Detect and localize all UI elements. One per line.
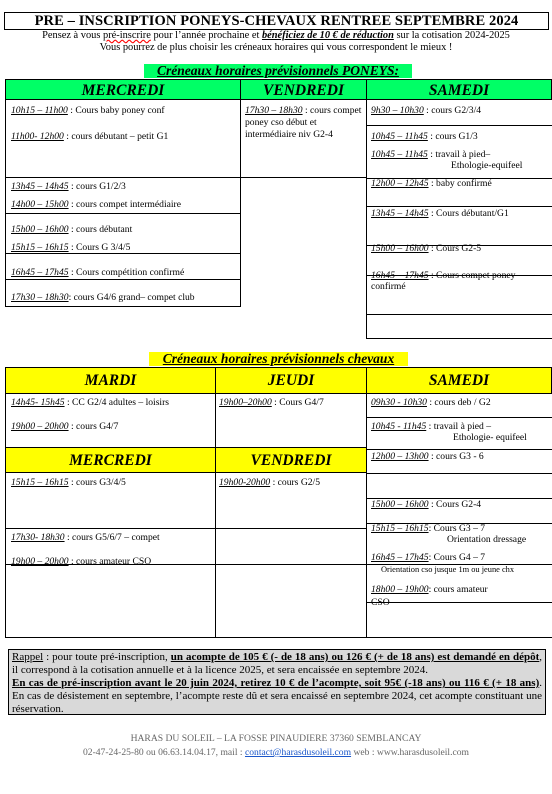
slot-entry: 16h45 – 17h45: Cours G4 – 7 <box>371 552 486 563</box>
page-title: PRE – INSCRIPTION PONEYS-CHEVAUX RENTREE SEPTEMBRE 2024 <box>4 12 549 30</box>
poneys-mercredi-cell <box>5 99 241 178</box>
slot-entry: 10h15 – 11h00 : Cours baby poney conf <box>11 105 165 116</box>
slot-entry: 12h00 – 12h45 : baby confirmé <box>371 178 492 189</box>
chevaux-samedi-cell <box>366 393 552 638</box>
poneys-mercredi-cell <box>5 177 241 307</box>
slot-entry: 15h15 – 16h15 : Cours G 3/4/5 <box>11 242 131 253</box>
footer-phone: 02-47-24-25-80 ou 06.63.14.04.17, mail : <box>82 747 245 758</box>
chevaux-day-jeudi: JEUDI <box>215 367 367 394</box>
rappel-text: : pour toute pré-inscription, <box>43 651 171 663</box>
rappel-label: Rappel <box>12 651 44 663</box>
intro-text: Pensez à vous <box>42 30 103 41</box>
slot-entry: Orientation cso jusque 1m ou jeune chx <box>381 565 515 574</box>
slot-entry: 17h30 – 18h30 : cours compet poney cso début et intermédiaire niv G2-4 <box>245 105 362 140</box>
intro-line-1 <box>0 30 552 42</box>
chevaux-section-title: Créneaux horaires prévisionnels chevaux <box>149 352 408 366</box>
intro-text: sur la cotisation 2024-2025 <box>393 30 510 41</box>
slot-entry: 15h15 – 16h15 : cours G3/4/5 <box>11 477 126 488</box>
chevaux-jeudi-cell <box>215 393 367 448</box>
slot-entry: 19h00–20h00 : Cours G4/7 <box>219 397 324 408</box>
slot-entry: 15h00 – 16h00 : cours débutant <box>11 224 133 235</box>
poneys-day-vendredi: VENDREDI <box>240 79 367 100</box>
rappel-text: , il correspond à la cotisation annuelle et à la licence 2025, et sera encaissée en septembre 2024. <box>12 651 542 676</box>
poneys-section-title: Créneaux horaires prévisionnels PONEYS: <box>144 64 412 78</box>
rappel-emphasis: En cas de pré-inscription avant le 20 juin 2024, retirez 10 € de l’acompte, soit 95€ (-18 ans) ou 116 € (+ 18 ans) <box>12 677 540 689</box>
intro-line-2: Vous pourrez de plus choisir les créneaux horaires qui vous correspondent le mieux ! <box>99 42 453 53</box>
poneys-day-samedi: SAMEDI <box>366 79 552 100</box>
discount-text: bénéficiez de 10 € de réduction <box>261 30 394 41</box>
slot-entry: 16h45 – 17h45 : Cours compétition confirmé <box>11 267 185 278</box>
slot-entry: CSO <box>371 597 390 608</box>
rappel-emphasis: un acompte de 105 € (- de 18 ans) ou 126 € (+ de 18 ans) est demandé en dépôt <box>170 651 540 663</box>
email-link[interactable]: contact@harasdusoleil.com <box>244 747 352 758</box>
chevaux-mardi-cell <box>5 393 216 448</box>
rappel-text: . En cas de désistement en septembre, l’acompte reste dû et sera encaissé en septembre 2024, cet acompte constituant une réservation. <box>12 677 542 715</box>
intro-text: pour l’année prochaine et <box>150 30 262 41</box>
slot-entry: 15h00 – 16h00 : Cours G2-4 <box>371 499 482 510</box>
chevaux-day-mercredi: MERCREDI <box>5 447 216 473</box>
poneys-vendredi-cell <box>240 99 367 299</box>
slot-entry: 12h00 – 13h00 : cours G3 - 6 <box>371 451 484 462</box>
chevaux-day-vendredi: VENDREDI <box>215 447 367 473</box>
poneys-day-mercredi: MERCREDI <box>5 79 241 100</box>
slot-entry: Ethologie- equifeel <box>453 432 527 443</box>
footer-address: HARAS DU SOLEIL – LA FOSSE PINAUDIERE 37360 SEMBLANCAY <box>130 733 422 744</box>
poneys-samedi-cell <box>366 99 552 339</box>
footer-contact <box>0 747 552 759</box>
chevaux-day-samedi: SAMEDI <box>366 367 552 394</box>
slot-entry: 09h30 - 10h30 : cours deb / G2 <box>371 397 491 408</box>
chevaux-vendredi-cell <box>215 472 367 638</box>
slot-entry: 13h45 – 14h45 : cours G1/2/3 <box>11 181 126 192</box>
slot-entry: 10h45 – 11h45 : cours G1/3 <box>371 131 478 142</box>
slot-entry: 10h45 - 11h45 : travail à pied – <box>371 421 491 432</box>
intro-text: pré-inscrire <box>103 30 151 41</box>
slot-entry: 14h45- 15h45 : CC G2/4 adultes – loisirs <box>11 397 170 408</box>
slot-entry: 16h45 – 17h45 : Cours compet poney confirmé <box>371 270 516 292</box>
slot-entry: 10h45 – 11h45 : travail à pied– <box>371 149 491 160</box>
slot-entry: 14h00 – 15h00 : cours compet intermédiaire <box>11 199 181 210</box>
slot-entry: 17h30- 18h30 : cours G5/6/7 – compet <box>11 532 160 543</box>
slot-entry: 15h15 – 16h15: Cours G3 – 7 <box>371 523 486 534</box>
slot-entry: 17h30 – 18h30: cours G4/6 grand– compet club <box>11 292 195 303</box>
chevaux-mercredi-cell <box>5 472 216 638</box>
slot-entry: Orientation dressage <box>447 534 527 545</box>
slot-entry: 13h45 – 14h45 : Cours débutant/G1 <box>371 208 509 219</box>
slot-entry: 9h30 – 10h30 : cours G2/3/4 <box>371 105 482 116</box>
slot-entry: 19h00 – 20h00 : cours G4/7 <box>11 421 119 432</box>
slot-entry: 19h00 – 20h00 : cours amateur CSO <box>11 556 152 567</box>
slot-entry: 18h00 – 19h00: cours amateur <box>371 584 488 595</box>
slot-entry: 11h00- 12h00 : cours débutant – petit G1 <box>11 131 169 142</box>
slot-entry: Ethologie-equifeel <box>451 160 523 171</box>
footer-web: web : www.harasdusoleil.com <box>351 747 470 758</box>
slot-entry: 15h00 – 16h00 : Cours G2-5 <box>371 243 482 254</box>
rappel-box <box>8 649 546 715</box>
slot-entry: 19h00-20h00 : cours G2/5 <box>219 477 321 488</box>
chevaux-day-mardi: MARDI <box>5 367 216 394</box>
